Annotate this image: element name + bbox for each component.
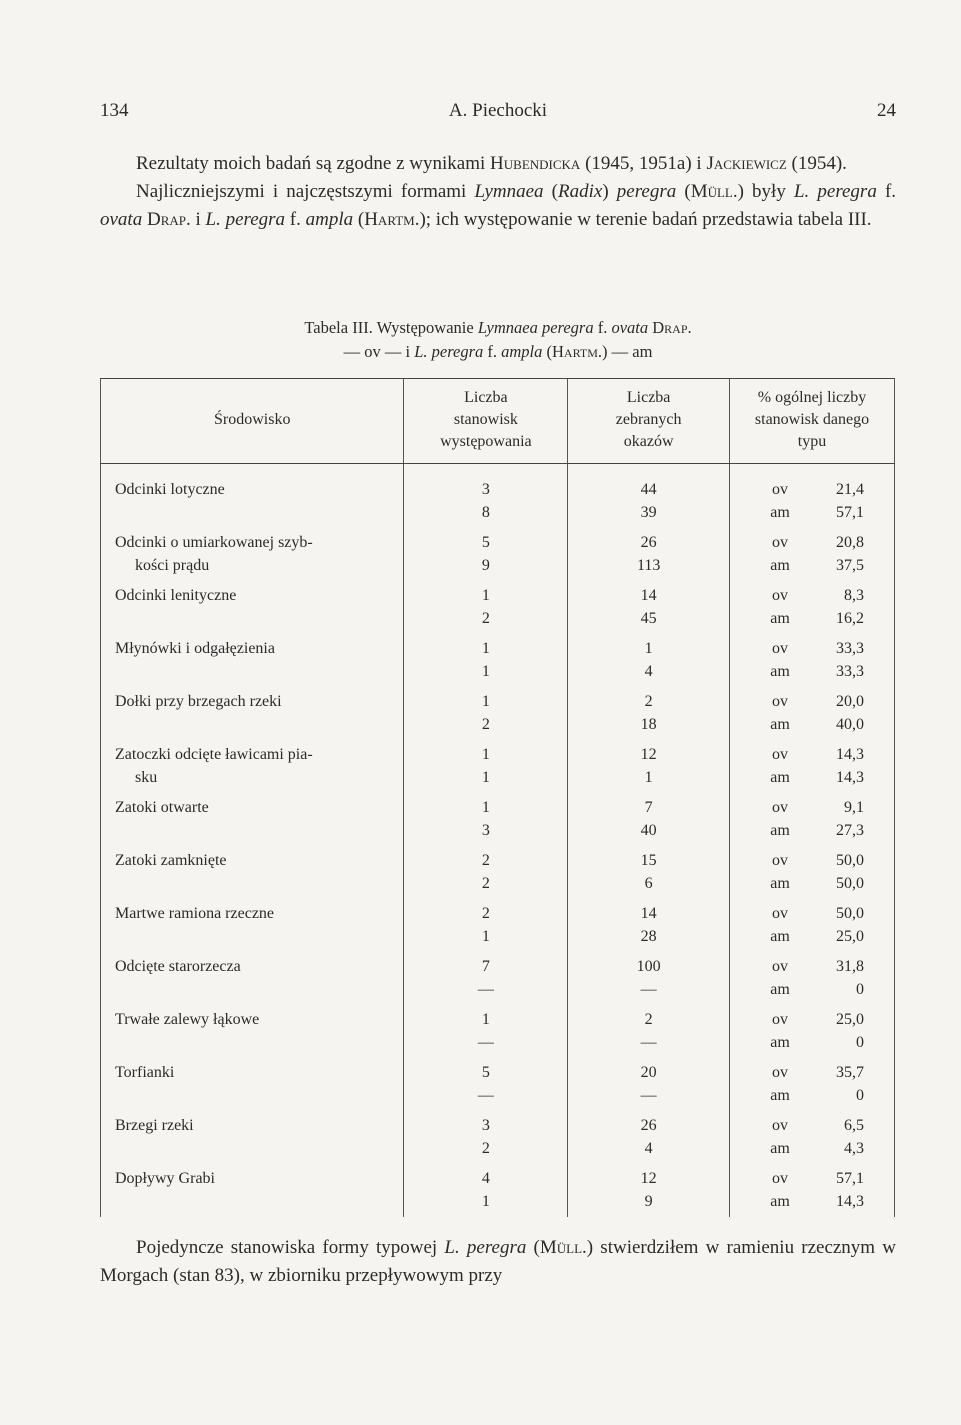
count-value: 44 (640, 481, 657, 498)
specimens-count-cell (568, 577, 730, 630)
count-value: 4 (644, 1140, 653, 1157)
text-run: ( (676, 181, 691, 202)
sites-count-cell (404, 1054, 568, 1107)
count-value: 1 (644, 769, 653, 786)
count-value: 40 (640, 822, 657, 839)
sites-count-cell (404, 1160, 568, 1217)
sites-count-cell (404, 630, 568, 683)
table-row (101, 1107, 895, 1160)
count-value: — (477, 981, 494, 998)
percentage-line (730, 955, 894, 978)
form-label: am (770, 610, 790, 627)
count-value: 28 (640, 928, 657, 945)
environment-cell (101, 1107, 404, 1160)
count-value: 100 (636, 958, 661, 975)
percentage-line (730, 1137, 894, 1160)
percentage-value: 50,0 (836, 852, 864, 869)
count-value: 2 (481, 852, 490, 869)
italic-text: Lymnaea peregra (477, 318, 594, 337)
text-run: ( (353, 209, 365, 230)
percentage-cell (730, 464, 895, 525)
percentage-value: 4,3 (844, 1140, 864, 1157)
text-run: f. (593, 318, 612, 337)
count-value: 20 (640, 1064, 657, 1081)
form-label: ov (772, 905, 789, 922)
count-value: 6 (644, 875, 653, 892)
environment-label: Torfianki (115, 1064, 175, 1081)
specimens-count-cell (568, 948, 730, 1001)
percentage-value: 0 (856, 981, 864, 998)
italic-text: Lymnaea (474, 181, 544, 202)
count-value: — (477, 1034, 494, 1051)
italic-text: Radix (558, 181, 603, 202)
form-label: ov (772, 852, 789, 869)
text-run: ) — am (602, 342, 653, 361)
specimens-count-cell (568, 1001, 730, 1054)
count-value: 1 (481, 746, 490, 763)
count-value: 2 (644, 1011, 653, 1028)
percentage-line (730, 1190, 894, 1213)
form-label: am (770, 1140, 790, 1157)
count-value: 1 (481, 587, 490, 604)
running-head-ref: 24 (877, 100, 896, 121)
percentage-value: 27,3 (836, 822, 864, 839)
environment-cell (101, 789, 404, 842)
table-header-row (101, 379, 895, 464)
percentage-cell (730, 1054, 895, 1107)
specimens-count-cell (568, 789, 730, 842)
form-label: ov (772, 799, 789, 816)
form-label: am (770, 822, 790, 839)
column-header-line: stanowisk danego (754, 411, 870, 428)
count-value: 1 (644, 640, 653, 657)
specimens-count-cell (568, 464, 730, 525)
column-header-line: zebranych (615, 411, 682, 428)
intro-paragraph-2 (100, 178, 896, 234)
occurrence-table (100, 378, 895, 1217)
environment-label: Dopływy Grabi (115, 1170, 215, 1187)
percentage-line (730, 1084, 894, 1107)
percentage-line (730, 1031, 894, 1054)
percentage-value: 14,3 (836, 769, 864, 786)
count-value: 3 (481, 1117, 490, 1134)
percentage-value: 0 (856, 1034, 864, 1051)
count-value: 14 (640, 905, 657, 922)
form-label: am (770, 928, 790, 945)
environment-cell (101, 895, 404, 948)
count-value: 8 (481, 504, 490, 521)
percentage-value: 14,3 (836, 1193, 864, 1210)
percentage-line (730, 607, 894, 630)
percentage-line (730, 872, 894, 895)
percentage-value: 16,2 (836, 610, 864, 627)
count-value: 3 (481, 822, 490, 839)
count-value: 14 (640, 587, 657, 604)
sites-count-cell (404, 524, 568, 577)
count-value: 4 (644, 663, 653, 680)
sites-count-cell (404, 948, 568, 1001)
form-label: am (770, 875, 790, 892)
count-value: 3 (481, 481, 490, 498)
text-run: i (190, 209, 206, 230)
specimens-count-cell (568, 683, 730, 736)
specimens-count-cell (568, 1160, 730, 1217)
count-value: 1 (481, 640, 490, 657)
percentage-cell (730, 895, 895, 948)
italic-text: L. peregra (414, 342, 484, 361)
table-row (101, 1160, 895, 1217)
form-label: am (770, 716, 790, 733)
small-caps-text: Hartm. (552, 342, 602, 361)
environment-label: Brzegi rzeki (115, 1117, 194, 1134)
form-label: am (770, 504, 790, 521)
count-value: 1 (481, 1011, 490, 1028)
sites-count-cell (404, 842, 568, 895)
environment-label: Zatoki otwarte (115, 799, 209, 816)
environment-cell (101, 630, 404, 683)
sites-count-cell (404, 1001, 568, 1054)
text-run: ); ich występowanie w terenie badań przedstawia tabela III. (419, 209, 872, 230)
footer-text (100, 1234, 896, 1290)
percentage-value: 21,4 (836, 481, 864, 498)
environment-label: Zatoki zamknięte (115, 852, 227, 869)
sites-count-cell (404, 577, 568, 630)
italic-text: peregra (616, 181, 677, 202)
count-value: 1 (481, 693, 490, 710)
count-value: 5 (481, 1064, 490, 1081)
column-header-line: występowania (440, 433, 532, 450)
count-value: 18 (640, 716, 657, 733)
percentage-line (730, 501, 894, 524)
column-header (404, 379, 568, 464)
percentage-value: 37,5 (836, 557, 864, 574)
environment-cell (101, 683, 404, 736)
percentage-value: 0 (856, 1087, 864, 1104)
column-header (730, 379, 895, 464)
italic-text: ovata (611, 318, 649, 337)
environment-label: kości prądu (135, 557, 210, 574)
count-value: 1 (481, 769, 490, 786)
specimens-count-cell (568, 842, 730, 895)
column-header (101, 379, 404, 464)
text-run: — ov — i (343, 342, 415, 361)
count-value: 7 (481, 958, 490, 975)
sites-count-cell (404, 464, 568, 525)
table-body (101, 464, 895, 1218)
small-caps-text: Jackiewicz (706, 153, 787, 174)
environment-label: Martwe ramiona rzeczne (115, 905, 275, 922)
italic-text: L. peregra (205, 209, 286, 230)
italic-text: ovata (100, 209, 143, 230)
small-caps-text: Drap. (146, 209, 191, 230)
form-label: ov (772, 1170, 789, 1187)
small-caps-text: Hubendicka (490, 153, 581, 174)
specimens-count-cell (568, 736, 730, 789)
percentage-cell (730, 842, 895, 895)
form-label: am (770, 981, 790, 998)
text-run: Pojedyncze stanowiska formy typowej (136, 1237, 445, 1258)
intro-paragraph-1 (100, 150, 896, 178)
column-header-line: typu (797, 433, 827, 450)
environment-cell (101, 464, 404, 525)
count-value: 26 (640, 1117, 657, 1134)
percentage-cell (730, 1001, 895, 1054)
environment-cell (101, 524, 404, 577)
form-label: am (770, 557, 790, 574)
percentage-line (730, 554, 894, 577)
environment-cell (101, 736, 404, 789)
count-value: 15 (640, 852, 657, 869)
form-label: ov (772, 1064, 789, 1081)
count-value: 5 (481, 534, 490, 551)
text-run: (1954). (786, 153, 847, 174)
form-label: ov (772, 1011, 789, 1028)
percentage-line (730, 766, 894, 789)
text-run: f. (285, 209, 306, 230)
count-value: 39 (640, 504, 657, 521)
count-value: — (477, 1087, 494, 1104)
percentage-line (730, 713, 894, 736)
form-label: ov (772, 958, 789, 975)
percentage-value: 25,0 (836, 928, 864, 945)
percentage-line (730, 478, 894, 501)
specimens-count-cell (568, 1054, 730, 1107)
column-header-line: % ogólnej liczby (757, 389, 867, 406)
percentage-value: 6,5 (844, 1117, 864, 1134)
caption-line-1 (100, 316, 896, 340)
text-run: f. (876, 181, 897, 202)
italic-text: L. peregra (793, 181, 877, 202)
count-value: 7 (644, 799, 653, 816)
percentage-line (730, 1008, 894, 1031)
percentage-cell (730, 1160, 895, 1217)
text-run: Najliczniejszymi i najczęstszymi formami (136, 181, 475, 202)
count-value: 113 (636, 557, 661, 574)
percentage-value: 35,7 (836, 1064, 864, 1081)
form-label: ov (772, 534, 789, 551)
table-row (101, 948, 895, 1001)
table-row (101, 524, 895, 577)
text-run: Rezultaty moich badań są zgodne z wynikami (136, 153, 491, 174)
count-value: 26 (640, 534, 657, 551)
percentage-cell (730, 524, 895, 577)
table-row (101, 789, 895, 842)
percentage-cell (730, 683, 895, 736)
percentage-line (730, 796, 894, 819)
specimens-count-cell (568, 524, 730, 577)
text-run: ) były (737, 181, 794, 202)
specimens-count-cell (568, 895, 730, 948)
percentage-value: 50,0 (836, 875, 864, 892)
percentage-value: 9,1 (844, 799, 864, 816)
text-run: f. (483, 342, 502, 361)
small-caps-text: Müll. (539, 1237, 587, 1258)
table-caption (100, 316, 896, 364)
count-value: 1 (481, 663, 490, 680)
environment-cell (101, 577, 404, 630)
percentage-value: 33,3 (836, 663, 864, 680)
caption-line-2 (100, 340, 896, 364)
text-run: (1945, 1951a) i (580, 153, 707, 174)
footer-paragraph (100, 1234, 896, 1290)
count-value: 2 (481, 610, 490, 627)
table-row (101, 683, 895, 736)
text-run: ( (526, 1237, 540, 1258)
count-value: 4 (481, 1170, 490, 1187)
percentage-cell (730, 948, 895, 1001)
percentage-cell (730, 577, 895, 630)
percentage-value: 31,8 (836, 958, 864, 975)
percentage-value: 20,0 (836, 693, 864, 710)
form-label: ov (772, 746, 789, 763)
percentage-line (730, 743, 894, 766)
table-row (101, 842, 895, 895)
column-header-line: Środowisko (214, 411, 291, 428)
percentage-cell (730, 1107, 895, 1160)
table-row (101, 895, 895, 948)
form-label: ov (772, 481, 789, 498)
column-header-line: okazów (623, 433, 674, 450)
percentage-line (730, 1114, 894, 1137)
count-value: 1 (481, 928, 490, 945)
form-label: ov (772, 587, 789, 604)
environment-label: sku (135, 769, 158, 786)
running-header (100, 100, 896, 124)
count-value: 2 (481, 1140, 490, 1157)
count-value: — (640, 1034, 657, 1051)
percentage-line (730, 531, 894, 554)
text-run: ( (542, 342, 552, 361)
percentage-value: 25,0 (836, 1011, 864, 1028)
count-value: 9 (644, 1193, 653, 1210)
count-value: 2 (481, 875, 490, 892)
table-row (101, 736, 895, 789)
percentage-line (730, 637, 894, 660)
small-caps-text: Hartm. (364, 209, 420, 230)
column-header-line: stanowisk (453, 411, 518, 428)
environment-label: Odcinki lenityczne (115, 587, 237, 604)
percentage-value: 20,8 (836, 534, 864, 551)
form-label: am (770, 1087, 790, 1104)
specimens-count-cell (568, 630, 730, 683)
italic-text: ampla (501, 342, 543, 361)
form-label: am (770, 769, 790, 786)
percentage-line (730, 1167, 894, 1190)
table-row (101, 630, 895, 683)
small-caps-text: Müll. (690, 181, 738, 202)
sites-count-cell (404, 736, 568, 789)
environment-label: Odcinki o umiarkowanej szyb- (115, 534, 313, 551)
percentage-line (730, 1061, 894, 1084)
table-row (101, 1001, 895, 1054)
percentage-line (730, 978, 894, 1001)
count-value: 12 (640, 1170, 657, 1187)
intro-text (100, 150, 896, 234)
environment-cell (101, 1001, 404, 1054)
text-run: ) stwierdziłem w ramieniu rzecznym w Morgach (stan 83), w zbiorniku przepływowym przy (100, 1237, 896, 1286)
percentage-value: 14,3 (836, 746, 864, 763)
environment-label: Dołki przy brzegach rzeki (115, 693, 282, 710)
percentage-line (730, 849, 894, 872)
count-value: — (640, 1087, 657, 1104)
count-value: 2 (481, 716, 490, 733)
count-value: — (640, 981, 657, 998)
percentage-value: 40,0 (836, 716, 864, 733)
column-header-line: Liczba (626, 389, 671, 406)
percentage-line (730, 925, 894, 948)
count-value: 9 (481, 557, 490, 574)
text-run: Tabela III. Występowanie (304, 318, 478, 337)
percentage-value: 57,1 (836, 1170, 864, 1187)
count-value: 1 (481, 799, 490, 816)
count-value: 45 (640, 610, 657, 627)
percentage-line (730, 584, 894, 607)
percentage-value: 33,3 (836, 640, 864, 657)
text-run: ( (543, 181, 558, 202)
percentage-cell (730, 736, 895, 789)
percentage-line (730, 690, 894, 713)
form-label: ov (772, 1117, 789, 1134)
environment-cell (101, 948, 404, 1001)
column-header (568, 379, 730, 464)
small-caps-text: Drap. (652, 318, 692, 337)
percentage-cell (730, 789, 895, 842)
italic-text: ampla (305, 209, 354, 230)
environment-label: Trwałe zalewy łąkowe (115, 1011, 260, 1028)
percentage-value: 50,0 (836, 905, 864, 922)
form-label: am (770, 663, 790, 680)
percentage-cell (730, 630, 895, 683)
count-value: 2 (644, 693, 653, 710)
count-value: 1 (481, 1193, 490, 1210)
column-header-line: Liczba (464, 389, 508, 406)
form-label: am (770, 1034, 790, 1051)
table-row (101, 464, 895, 525)
environment-cell (101, 1054, 404, 1107)
form-label: am (770, 1193, 790, 1210)
count-value: 2 (481, 905, 490, 922)
running-head-author: A. Piechocki (448, 100, 548, 121)
environment-cell (101, 1160, 404, 1217)
table-row (101, 1054, 895, 1107)
page-number: 134 (100, 100, 129, 121)
environment-label: Zatoczki odcięte ławicami pia- (115, 746, 313, 763)
percentage-value: 8,3 (844, 587, 864, 604)
environment-label: Młynówki i odgałęzienia (115, 640, 275, 657)
environment-label: Odcięte starorzecza (115, 958, 241, 975)
percentage-value: 57,1 (836, 504, 864, 521)
environment-cell (101, 842, 404, 895)
sites-count-cell (404, 895, 568, 948)
percentage-line (730, 660, 894, 683)
sites-count-cell (404, 789, 568, 842)
text-run: ) (602, 181, 617, 202)
count-value: 12 (640, 746, 657, 763)
italic-text: L. peregra (444, 1237, 527, 1258)
sites-count-cell (404, 1107, 568, 1160)
form-label: ov (772, 693, 789, 710)
percentage-line (730, 902, 894, 925)
sites-count-cell (404, 683, 568, 736)
percentage-line (730, 819, 894, 842)
table-row (101, 577, 895, 630)
environment-label: Odcinki lotyczne (115, 481, 225, 498)
specimens-count-cell (568, 1107, 730, 1160)
form-label: ov (772, 640, 789, 657)
